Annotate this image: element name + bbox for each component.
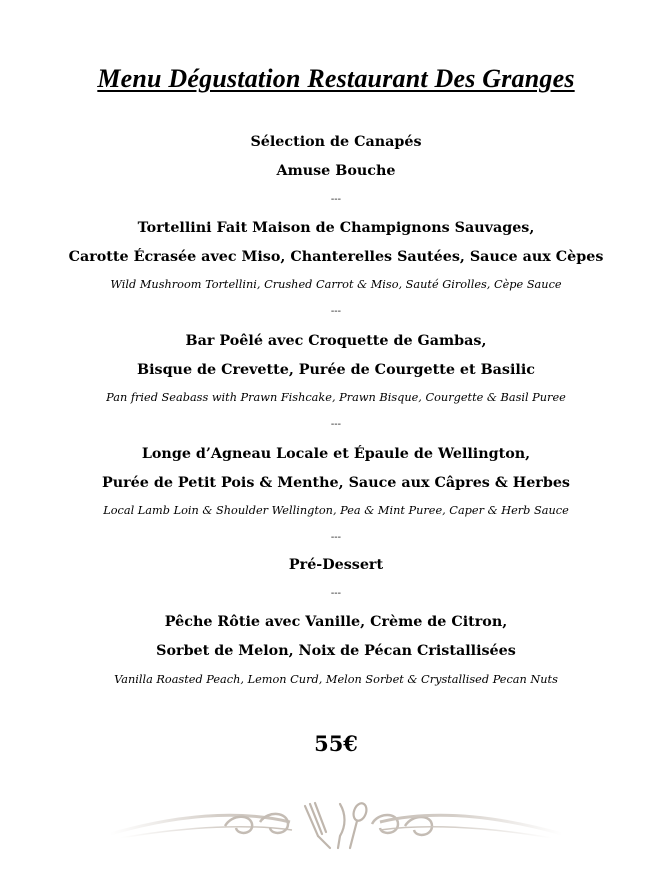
separator: --- [330,532,342,543]
page-title: Menu Dégustation Restaurant Des Granges [97,64,575,93]
course3-french-line1: Longe d’Agneau Locale et Épaule de Wellington, [141,446,531,462]
pre-dessert-item: Pré-Dessert [288,557,384,573]
course1-french-line2: Carotte Écrasée avec Miso, Chanterelles Sautées, Sauce aux Cèpes [68,249,604,265]
separator: --- [330,194,342,205]
separator: --- [330,419,342,430]
dessert-english: Vanilla Roasted Peach, Lemon Curd, Melon Sorbet & Crystallised Pecan Nuts [114,673,558,686]
course2-french-line2: Bisque de Crevette, Purée de Courgette et Basilic [137,362,535,378]
dessert-french-line2: Sorbet de Melon, Noix de Pécan Cristallisées [156,643,516,659]
course3-french-line2: Purée de Petit Pois & Menthe, Sauce aux Câpres & Herbes [102,475,570,491]
amuse-bouche-item: Amuse Bouche [276,163,396,179]
course2-english: Pan fried Seabass with Prawn Fishcake, Prawn Bisque, Courgette & Basil Puree [106,391,566,404]
separator: --- [330,588,342,599]
menu-price: 55€ [314,731,358,756]
course3-english: Local Lamb Loin & Shoulder Wellington, Pea & Mint Puree, Caper & Herb Sauce [103,504,569,517]
cutlery-flourish-icon [0,796,672,856]
canapes-item: Sélection de Canapés [250,134,422,150]
dessert-french-line1: Pêche Rôtie avec Vanille, Crème de Citron, [164,614,508,630]
course1-french-line1: Tortellini Fait Maison de Champignons Sauvages, [137,220,535,236]
course2-french-line1: Bar Poêlé avec Croquette de Gambas, [185,333,487,349]
course1-english: Wild Mushroom Tortellini, Crushed Carrot & Miso, Sauté Girolles, Cèpe Sauce [110,278,562,291]
separator: --- [330,306,342,317]
